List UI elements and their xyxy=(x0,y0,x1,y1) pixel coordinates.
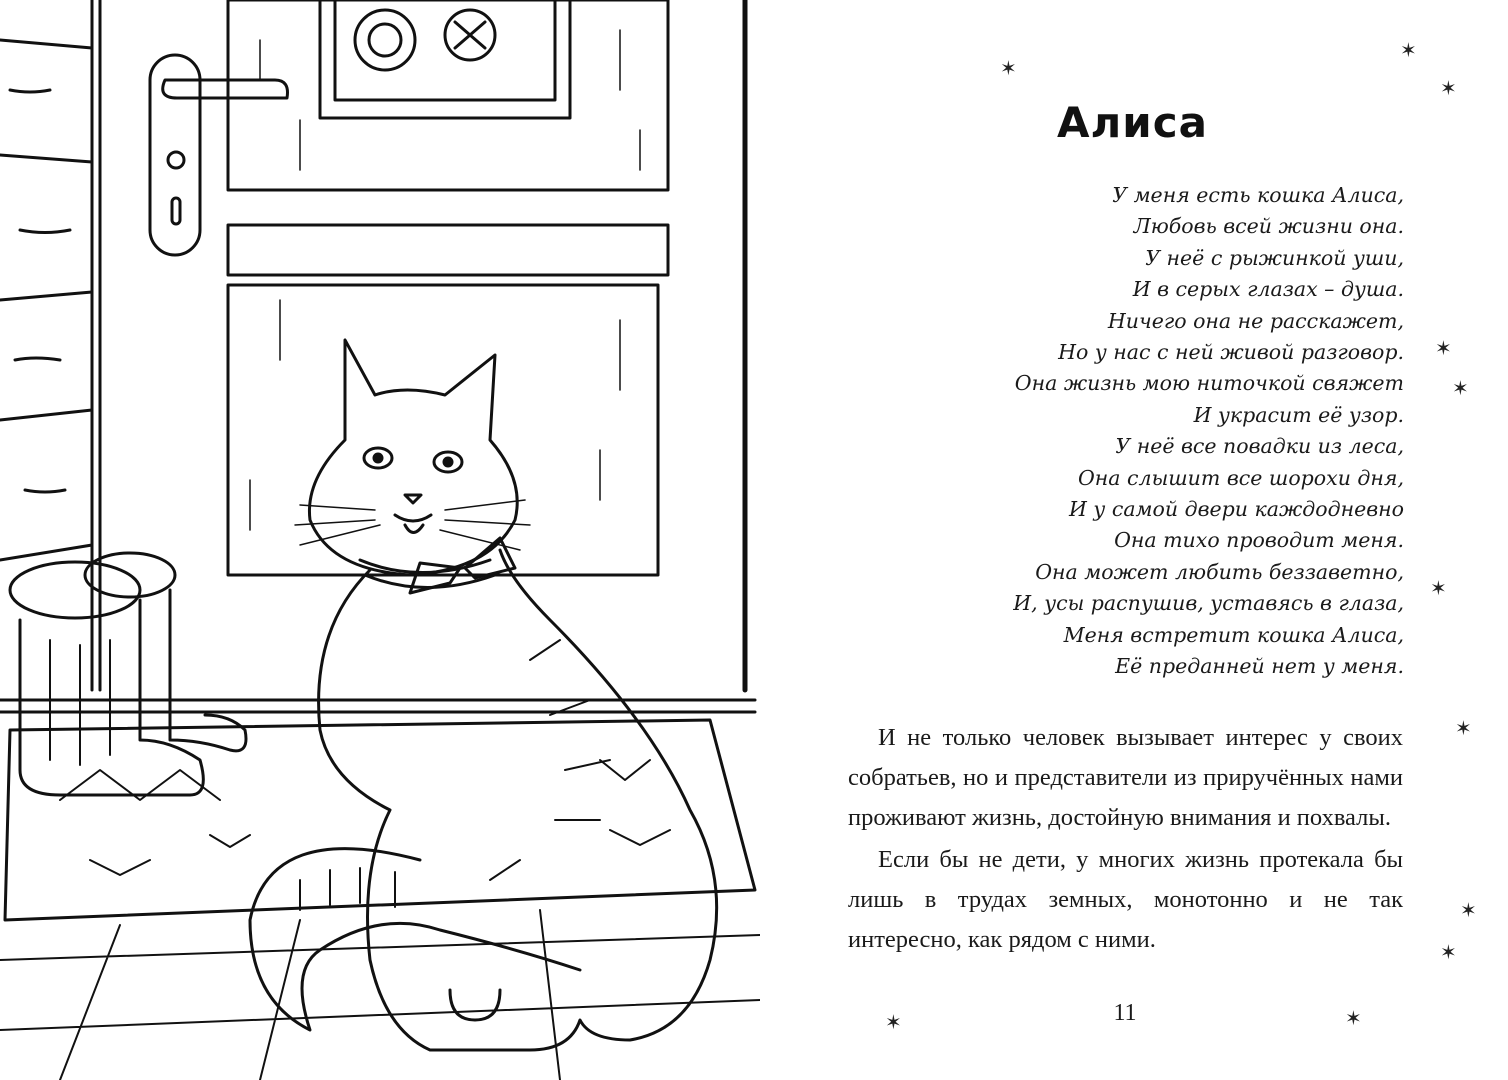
prose-block xyxy=(848,718,1403,962)
star-decoration-icon: ✶ xyxy=(1435,336,1452,360)
star-decoration-icon: ✶ xyxy=(885,1010,902,1034)
poem-line: Она тихо проводит меня. xyxy=(1114,528,1404,553)
poem-line: У неё все повадки из леса, xyxy=(1115,434,1404,459)
star-decoration-icon: ✶ xyxy=(1460,898,1477,922)
page-number: 11 xyxy=(1113,1000,1137,1026)
star-decoration-icon: ✶ xyxy=(1455,716,1472,740)
poem-line: Меня встретит кошка Алиса, xyxy=(1063,622,1404,647)
poem-line: Любовь всей жизни она. xyxy=(1133,214,1404,239)
poem-line: Она может любить беззаветно, xyxy=(1035,559,1404,584)
star-decoration-icon: ✶ xyxy=(1440,76,1457,100)
star-decoration-icon: ✶ xyxy=(1400,38,1417,62)
poem-line: И у самой двери каждодневно xyxy=(1069,497,1404,522)
poem-line: Она жизнь мою ниточкой свяжет xyxy=(1014,371,1404,396)
star-decoration-icon: ✶ xyxy=(1452,376,1469,400)
poem-line: Её преданней нет у меня. xyxy=(1115,654,1404,679)
poem-line: Она слышит все шорохи дня, xyxy=(1077,465,1404,490)
star-decoration-icon: ✶ xyxy=(1345,1006,1362,1030)
poem-line: Ничего она не расскажет, xyxy=(1107,308,1404,333)
star-decoration-icon: ✶ xyxy=(1000,56,1017,80)
poem-line: Но у нас с ней живой разговор. xyxy=(1058,340,1404,365)
poem-line: И, усы распушив, уставясь в глаза, xyxy=(1013,591,1404,616)
poem-line: И в серых глазах – душа. xyxy=(1132,277,1404,302)
poem-line: У неё с рыжинкой уши, xyxy=(1145,245,1404,270)
star-decoration-icon: ✶ xyxy=(1430,576,1447,600)
prose-paragraph: И не только человек вызывает интерес у своих собратьев, но и представители из приручённых нами проживают жизнь, достойную внимания и похвалы. xyxy=(848,724,1403,831)
wall-planks xyxy=(0,40,92,560)
poem-line: У меня есть кошка Алиса, xyxy=(1112,183,1404,207)
poem-line: И украсит её узор. xyxy=(1193,402,1404,427)
prose-paragraph: Если бы не дети, у многих жизнь протекала бы лишь в трудах земных, монотонно и не так интересно, как рядом с ними. xyxy=(848,846,1403,953)
star-decoration-icon: ✶ xyxy=(1440,940,1457,964)
felt-boots xyxy=(10,553,246,795)
poem-title: Алиса xyxy=(1057,98,1208,147)
poem-stanza xyxy=(844,180,1404,683)
